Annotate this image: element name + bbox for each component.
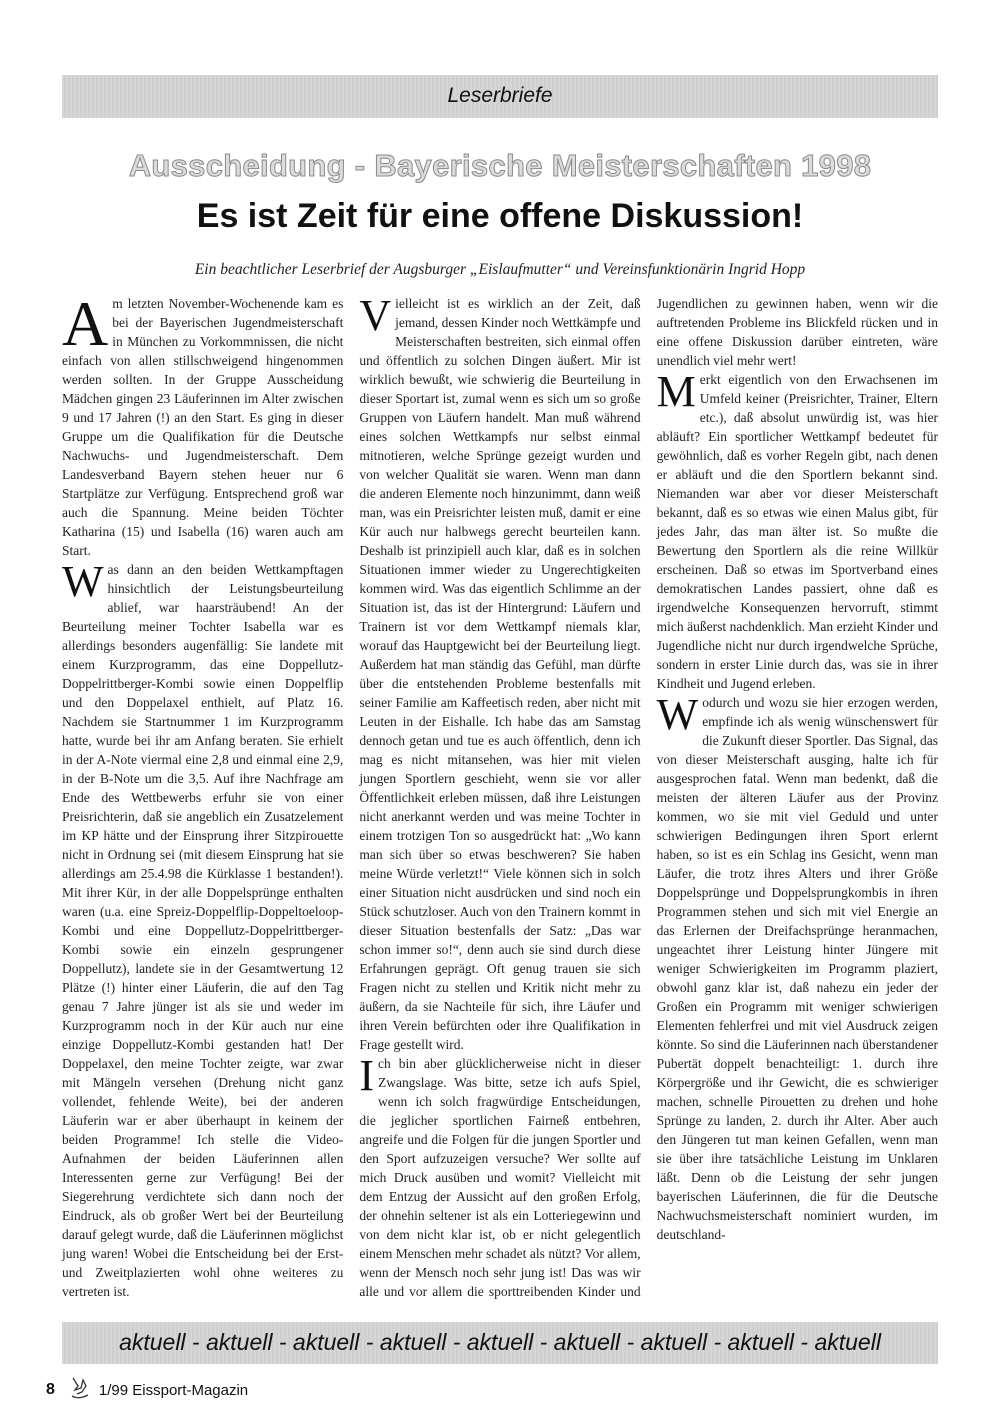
subtitle: Ein beachtlicher Leserbrief der Augsburger „Eislaufmutter“ und Vereinsfunktionärin Ingrid Hopp bbox=[194, 261, 806, 278]
paragraph: Wodurch und wozu sie hier erzogen werden, empfinde ich als wenig wünschenswert für die Zukunft dieser Sportler. Das Signal, das von dieser Meisterschaft ausging, halte ich für ausgesprochen fatal. Wenn man bedenkt, daß die meisten der älteren Läufer aus der Provinz kommen, wo sie mit viel Geduld und unter schwierigen Bedingungen ihren Sport erlernt haben, so ist es ein Schlag ins Gesicht, wenn man Läufer, die trotz ihres Alters und ihrer Größe Doppelsprünge und Doppelsprungkombis in ihren Programmen stehen und sich mit viel Energie an das Erlernen der Dreifachsprünge heranmachen, ungeachtet ihrer Leistung hinter Jüngere mit weniger Schwierigkeiten im Programm plaziert, obwohl ganz klar ist, daß nahezu ein jeder der Großen ein Programm mit weniger schwierigen Elementen fehlerfrei und mit viel Ausdruck zeigen könnte. So sind die Läuferinnen nach überstandener Pubertät doppelt benachteiligt: 1. durch ihre Körpergröße und ihr Gewicht, die es schwieriger machen, schnelle Pirouetten zu drehen und hohe Sprünge zu landen, 2. durch ihr Alter. Aber auch den Jüngeren tut man keinen Gefallen, wenn man sie über ihre tatsächliche Leistung im Unklaren läßt. Denn ob die Leistung der sehr jungen bayerischen Läuferinnen, die für die Deutsche Nachwuchsmeisterschaft nominiert wurden, im deutschland- bbox=[656, 690, 938, 1242]
paragraph: Merkt eigentlich von den Erwachsenen im Umfeld keiner (Preisrichter, Trainer, Eltern etc.), daß absolut unwürdig ist, was hier abläuft? Ein sportlicher Wettkampf bedeutet für gewöhnlich, daß es vorher Regeln gibt, nach denen er abläuft und die den Sportlern bekannt sind. Niemanden war aber vor dieser Meisterschaft bekannt, daß es so etwas wie einen Malus gibt, für jedes Jahr, das man älter ist. So mußte die Bewertung den Sportlern als die reine Willkür erscheinen. Daß so etwas im Sportverband eines demokratischen Landes passiert, ohne daß es irgendwelche Konsequenzen hervorruft, stimmt mich äußerst nachdenklich. Man erzieht Kinder und Jugendliche nicht nur durch irgendwelche Sprüche, sondern in erster Linie durch das, was sie in ihrer Kindheit und Jugend erleben. bbox=[656, 367, 938, 691]
drop-cap: W bbox=[656, 690, 699, 739]
drop-cap: M bbox=[656, 367, 696, 416]
kicker: Ausscheidung - Bayerische Meisterschaften 1998 bbox=[128, 148, 872, 183]
section-title: Leserbriefe bbox=[447, 84, 553, 107]
drop-cap: W bbox=[62, 557, 104, 606]
page-number: 8 bbox=[46, 1381, 55, 1398]
skater-logo-icon bbox=[69, 1376, 91, 1404]
drop-cap: I bbox=[359, 1051, 374, 1100]
paragraph: Was dann an den beiden Wettkampftagen hinsichtlich der Leistungsbeurteilung ablief, war haarsträubend! An der Beurteilung meiner Tochter Isabella war es allerdings besonders augenfällig: Sie landete mit einem Kurzprogramm, das eine Doppellutz-Doppelrittberger-Kombi sowie einen Doppelflip und den Doppelaxel enthielt, auf Platz 16. Nachdem sie Startnummer 1 im Kurzprogramm hatte, wurde bei ihr am Anfang beraten. Sie erhielt in der A-Note viermal eine 2,8 und einmal eine 2,9, in der B-Note um die 3,5. Auf ihre Nachfrage am Ende des Wettbewerbs erfuhr sie von einer Preisrichterin, daß sie angeblich ein Zusatzelement im KP hätte und der Einsprung ihrer Sitzpirouette nicht in Ordnung sei (mit diesem Einsprung hat sie allerdings am 25.4.98 die Kürklasse 1 bestanden!). Mit ihrer Kür, in der alle Doppelsprünge enthalten waren (u.a. eine Spreiz-Doppelflip-Doppeltoeloop-Kombi und eine Doppellutz-Doppelrittberger-Kombi sowie ein einzeln gesprungener Doppellutz), landete sie in der Gesamtwertung 12 Plätze (!) hinter einer Läuferin, die auf den Tag genau 7 Jahre jünger ist als sie und weder im Kurzprogramm noch in der Kür auch nur eine einzige Doppellutz-Kombi gestanden hat! Der Doppelaxel, den meine Tochter zeigte, war zwar mit Mängeln versehen (Drehung nicht ganz vollendet, fehlende Weite), bei der anderen Läuferin war er aber überhaupt in keinem der beiden Programme! Ich stelle die Video-Aufnahmen der beiden Läuferinnen allen Interessenten gerne zur Verfügung! Bei der Siegerehrung verdichtete sich dann noch der Eindruck, als ob großer Wert bei der Beurteilung darauf gelegt wurde, daß die Läuferinnen möglichst jung waren! Wobei die Entscheidung bei der Erst- und Zweitplazierten wohl ohne weiteres zu vertreten ist. bbox=[62, 557, 344, 1299]
banner-text: aktuell - aktuell - aktuell - aktuell - aktuell - aktuell - aktuell - aktuell - aktuell bbox=[119, 1329, 881, 1355]
article-body bbox=[62, 288, 938, 1314]
paragraph: Am letzten November-Wochenende kam es bei der Bayerischen Jugendmeisterschaft in München zu Vorkommnissen, die nicht einfach von allen stillschweigend hingenommen werden sollten. In der Gruppe Ausscheidung Mädchen gingen 23 Läuferinnen im Alter zwischen 9 und 17 Jahren (!) an den Start. Es ging in dieser Gruppe um die Qualifikation für die Deutsche Nachwuchs- und Jugendmeisterschaft. Dem Landesverband Bayern stehen heuer nur 6 Startplätze zur Verfügung. Entsprechend groß war auch die Spannung. Meine beiden Töchter Katharina (15) und Isabella (16) waren auch am Start. bbox=[62, 288, 344, 558]
drop-cap: V bbox=[359, 291, 392, 340]
aktuell-banner bbox=[62, 1322, 938, 1364]
headline: Es ist Zeit für eine offene Diskussion! bbox=[196, 197, 804, 235]
paragraph: Vielleicht ist es wirklich an der Zeit, daß jemand, dessen Kinder noch Wettkämpfe und Meisterschaften bestreiten, sich einmal offen und öffentlich zu solchen Dingen äußert. Mir ist wirklich bewußt, wie schwierig die Beurteilung in dieser Sportart ist, zumal wenn es sich um so große Gruppen von Läufern handelt. Man muß während eines solchen Wettkampfs nur selbst einmal mitnotieren, welche Sprünge gezeigt wurden und von welcher Qualität sie waren. Wenn man dann die anderen Elemente noch hinzunimmt, dann weiß man, was ein Preisrichter leisten muß, damit er eine Kür auch nur halbwegs gerecht beurteilen kann. Deshalb ist prinzipiell auch klar, daß es in solchen Situationen immer wieder zu Ungerechtigkeiten kommen wird. Was das eigentlich Schlimme an der Situation ist, das ist der Hintergrund: Läufern und Trainern ist vor dem Wettkampf niemals klar, worauf das Hauptgewicht bei der Beurteilung liegt. Außerdem hat man ständig das Gefühl, man dürfte über die entstehenden Probleme bestenfalls mit seiner Familie am Kaffeetisch reden, aber nicht mit Leuten in der Eishalle. Ich habe das am Samstag dennoch getan und tue es auch öffentlich, denn ich mag es nicht mitansehen, was hier mit vielen jungen Sportlern geschieht, wenn sie vor aller Öffentlichkeit erleben müssen, daß ihre Leistungen nicht anerkannt werden und was meine Tochter in einem trotzigen Ton so ausgedrückt hat: „Wo kann man sich über so etwas beschweren? Sie haben meine Würde verletzt!“ Viele können sich in solch einer Situation nicht ausdrücken und sind noch ein Stück schutzloser. Auch von den Trainern kommt in dieser Situation bestenfalls der Satz: „Das war schon immer so!“, denn auch sie sind durch diese Erfahrungen geprägt. Oft genug trauen sie sich Fragen nicht zu stellen und Kritik nicht mehr zu äußern, da sie Nachteile für sich, ihre Läufer und ihren Verein befürchten oder ihre Qualifikation in Frage gestellt wird. bbox=[359, 291, 641, 1052]
page-footer bbox=[46, 1376, 248, 1404]
drop-cap: A bbox=[62, 288, 109, 359]
publication-name: 1/99 Eissport-Magazin bbox=[98, 1381, 249, 1399]
section-band bbox=[62, 75, 938, 118]
paragraph: Ich bin aber glücklicherweise nicht in dieser Zwangslage. Was bitte, setze ich aufs Spiel, wenn ich solch fragwürdige Entscheidungen, die jeglicher sportlichen Fairneß entbehren, angreife und die Folgen für die jungen Sportler und den Sport aufzuzeigen versuche? Wer sollte auf mich Druck ausüben und womit? Vielleicht mit dem Entzug der Aussicht auf den großen Erfolg, der ohnehin seltener ist als ein Lotteriegewinn und von dem nicht klar ist, ob er nicht gelegentlich einem Menschen mehr schadet als nützt? Vor allem, wenn der Mensch noch sehr jung ist! Das was wir alle und vor allem die sporttreibenden Kinder und Jugendlichen zu gewinnen haben, wenn wir die auftretenden Probleme ins Blickfeld rücken und in eine offene Diskussion darüber eintreten, wäre unendlich viel mehr wert! bbox=[359, 296, 938, 1299]
